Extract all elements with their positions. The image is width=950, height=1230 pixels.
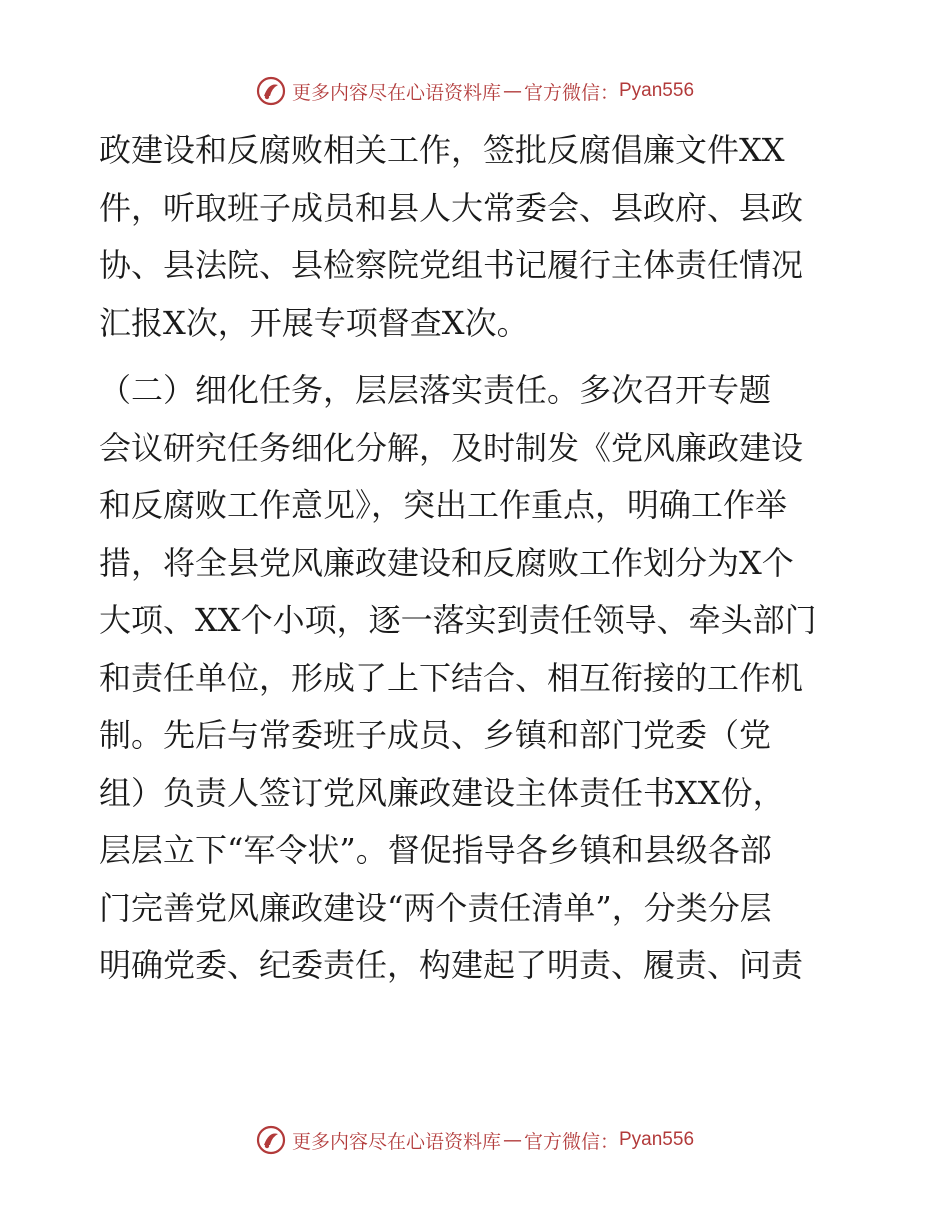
text-line: 制。先后与常委班子成员、乡镇和部门党委（党 — [99, 716, 772, 754]
text-line: 协、县法院、县检察院党组书记履行主体责任情况 — [99, 246, 804, 284]
text-line: 政建设和反腐败相关工作，签批反腐倡廉文件XX — [99, 131, 785, 169]
watermark-main-text: 更多内容尽在心语资料库 — [291, 1130, 501, 1153]
section-heading-line: （二）细化任务，层层落实责任。多次召开专题 — [99, 371, 772, 409]
text-line: 组）负责人签订党风廉政建设主体责任书XX份， — [99, 773, 785, 812]
document-body — [99, 122, 851, 995]
text-line: 措，将全县党风廉政建设和反腐败工作划分为X个 — [99, 543, 794, 582]
brand-logo-icon — [256, 76, 286, 106]
watermark-wechat-id: Pyan556 — [619, 1129, 695, 1150]
text-line: 和责任单位，形成了上下结合、相互衔接的工作机 — [99, 658, 804, 697]
text-line: 件，听取班子成员和县人大常委会、县政府、县政 — [99, 188, 804, 227]
watermark-footer — [0, 1123, 950, 1157]
text-line: 和反腐败工作意见》，突出工作重点，明确工作举 — [99, 486, 788, 524]
text-line: 明确党委、纪委责任，构建起了明责、履责、问责 — [99, 946, 804, 984]
watermark-wechat-label: 官方微信： — [523, 1130, 619, 1153]
watermark-wechat-id: Pyan556 — [619, 80, 695, 101]
text-line: 会议研究任务细化分解，及时制发《党风廉政建设 — [99, 428, 804, 467]
watermark-dash: — — [502, 80, 522, 102]
text-line: 门完善党风廉政建设“两个责任清单”，分类分层 — [99, 888, 772, 927]
watermark-main-text: 更多内容尽在心语资料库 — [291, 81, 501, 104]
watermark-wechat-label: 官方微信： — [523, 81, 619, 104]
watermark-header — [0, 74, 950, 108]
text-line: 汇报X次，开展专项督查X次。 — [99, 303, 529, 342]
paragraph-2 — [99, 362, 851, 995]
text-line: 层层立下“军令状”。督促指导各乡镇和县级各部 — [99, 831, 772, 869]
paragraph-1 — [99, 122, 851, 352]
text-line: 大项、XX个小项，逐一落实到责任领导、牵头部门 — [99, 601, 817, 639]
brand-logo-icon — [256, 1125, 286, 1155]
watermark-dash: — — [502, 1129, 522, 1151]
